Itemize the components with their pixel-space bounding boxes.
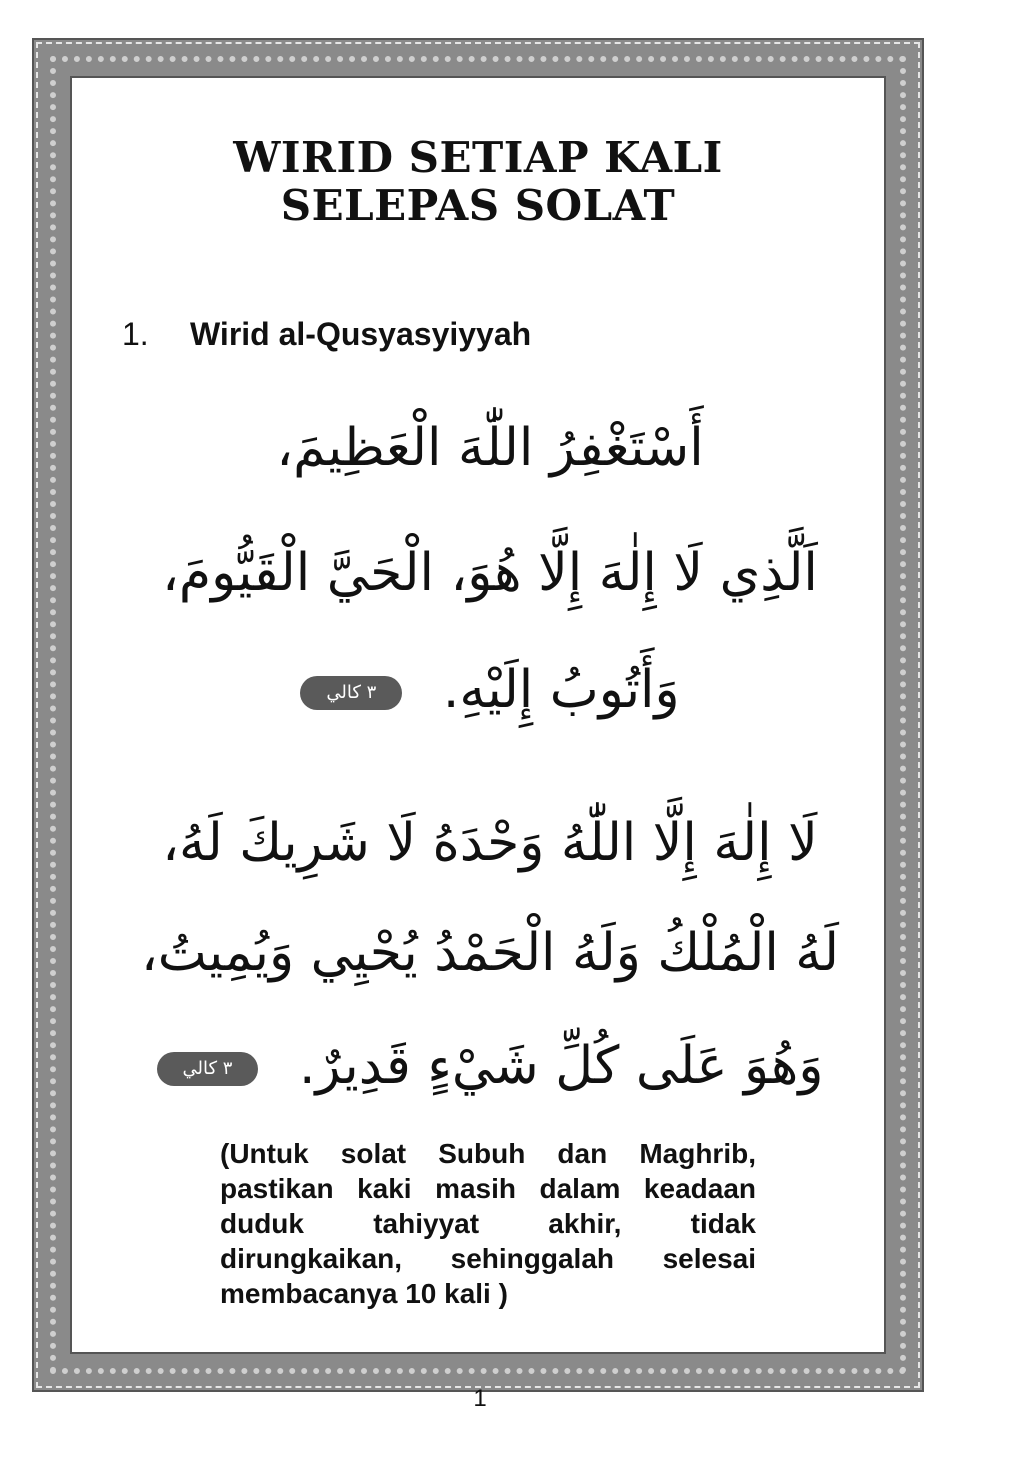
repeat-badge-1: ٣ كالي: [300, 676, 402, 710]
wirid-1-line-1: أَسْتَغْفِرُ اللّٰهَ الْعَظِيمَ،: [276, 418, 704, 478]
wirid-2-line-3-text: وَهُوَ عَلَى كُلِّ شَيْءٍ قَدِيرٌ.: [299, 1036, 824, 1096]
wirid-1-line-3-text: وَأَتُوبُ إِلَيْهِ.: [442, 660, 680, 720]
section-heading: [122, 316, 531, 353]
wirid-1-line-2: اَلَّذِي لَا إِلٰهَ إِلَّا هُوَ، الْحَيَّ الْقَيُّومَ،: [162, 543, 818, 603]
page-content: [70, 76, 886, 1354]
instruction-note: (Untuk solat Subuh dan Maghrib, pastikan kaki masih dalam keadaan duduk tahiyyat akhir, tidak dirungkaikan, sehinggalah selesai membacanya 10 kali ): [220, 1138, 756, 1309]
title-line-1: WIRID SETIAP KALI: [233, 133, 723, 182]
section-label: Wirid al-Qusyasyiyyah: [190, 316, 532, 352]
wirid-1-line-3: [140, 648, 840, 732]
wirid-2-line-3: [140, 1024, 840, 1108]
wirid-2-line-1: لَا إِلٰهَ إِلَّا اللّٰهُ وَحْدَهُ لَا شَرِيكَ لَهُ،: [162, 813, 818, 873]
section-number: 1.: [122, 316, 149, 352]
page-title: [70, 134, 886, 230]
wirid-2-line-2: لَهُ الْمُلْكُ وَلَهُ الْحَمْدُ يُحْيِي وَيُمِيتُ،: [140, 923, 840, 983]
repeat-badge-2: ٣ كالي: [157, 1052, 259, 1086]
title-line-2: SELEPAS SOLAT: [280, 181, 676, 230]
page-number: 1: [473, 1385, 487, 1412]
